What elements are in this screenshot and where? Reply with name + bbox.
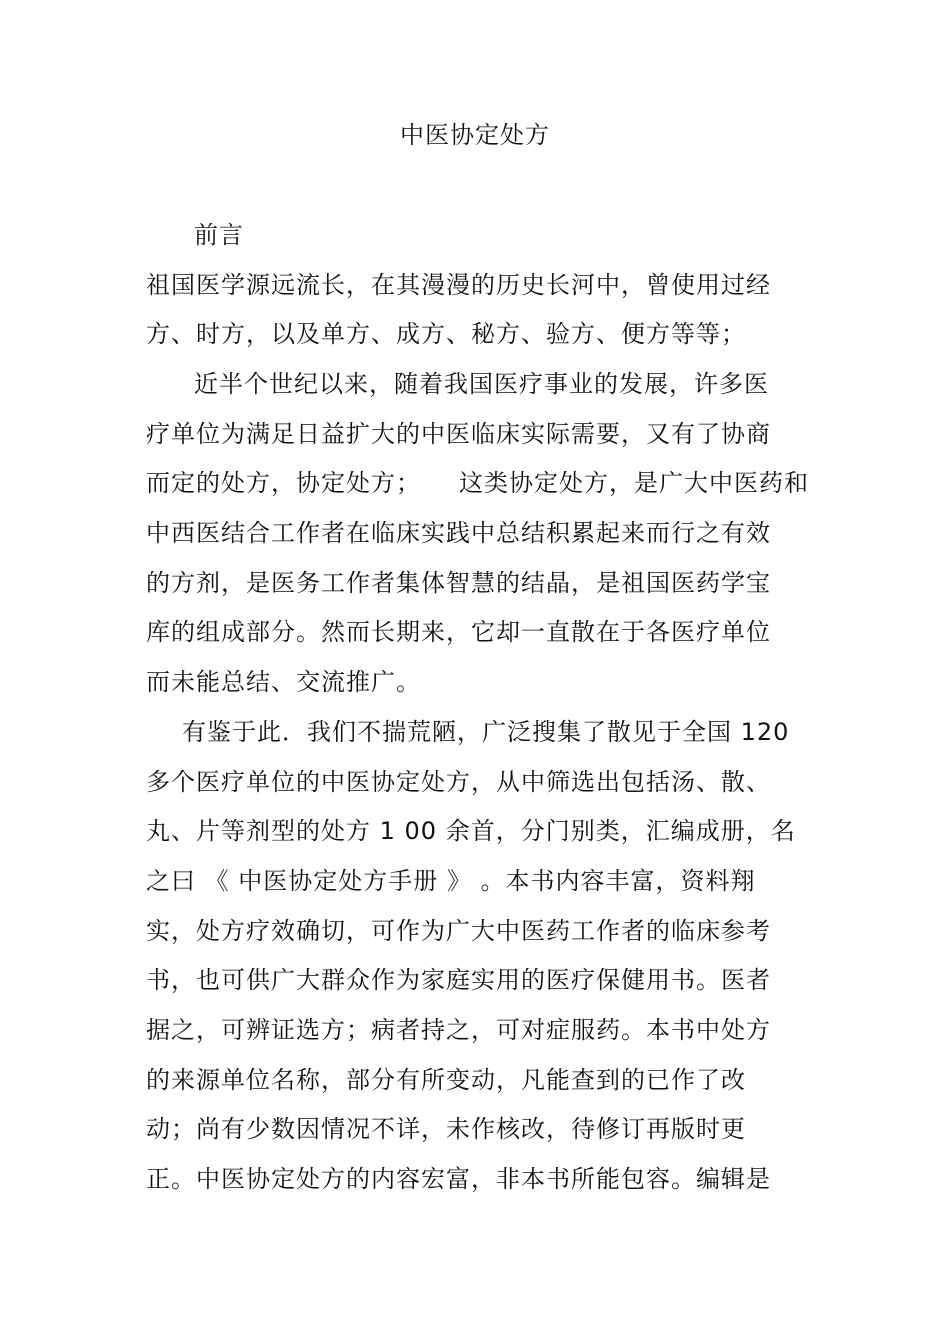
body-line: 库的组成部分。然而长期来，它却一直散在于各医疗单位: [146, 618, 771, 646]
body-line: 中西医结合工作者在临床实践中总结积累起来而行之有效: [146, 519, 771, 547]
body-line: 书，也可供广大群众作为家庭实用的医疗保健用书。医者: [146, 966, 771, 994]
section-heading: 前言: [194, 221, 244, 249]
body-line: 而定的处方，协定处方； 这类协定处方，是广大中医药和: [146, 469, 809, 497]
body-line: 疗单位为满足日益扩大的中医临床实际需要，又有了协商: [146, 420, 771, 448]
body-line: 近半个世纪以来，随着我国医疗事业的发展，许多医: [194, 370, 769, 398]
body-line: 的来源单位名称，部分有所变动，凡能查到的已作了改: [146, 1066, 746, 1094]
body-line: 正。中医协定处方的内容宏富，非本书所能包容。编辑是: [146, 1165, 771, 1193]
body-line: 实，处方疗效确切，可作为广大中医药工作者的临床参考: [146, 917, 771, 945]
body-line: 多个医疗单位的中医协定处方，从中筛选出包括汤、散、: [146, 768, 771, 796]
document-title: 中医协定处方: [400, 121, 550, 149]
body-line: 据之，可辨证选方；病者持之，可对症服药。本书中处方: [146, 1016, 771, 1044]
body-line: 丸、片等剂型的处方 1 00 余首，分门别类，汇编成册，名: [146, 817, 796, 845]
body-line: 方、时方，以及单方、成方、秘方、验方、便方等等；: [146, 320, 746, 348]
body-line: 之曰 《 中医协定处方手册 》 。本书内容丰富，资料翔: [146, 867, 756, 895]
body-line: 而未能总结、交流推广。: [146, 668, 421, 696]
body-line: 的方剂，是医务工作者集体智慧的结晶，是祖国医药学宝: [146, 569, 771, 597]
body-line: 有鉴于此．我们不揣荒陋，广泛搜集了散见于全国 120: [182, 718, 790, 746]
body-line: 动；尚有少数因情况不详，未作核改，待修订再版时更: [146, 1115, 746, 1143]
body-line: 祖国医学源远流长，在其漫漫的历史长河中，曾使用过经: [146, 271, 771, 299]
